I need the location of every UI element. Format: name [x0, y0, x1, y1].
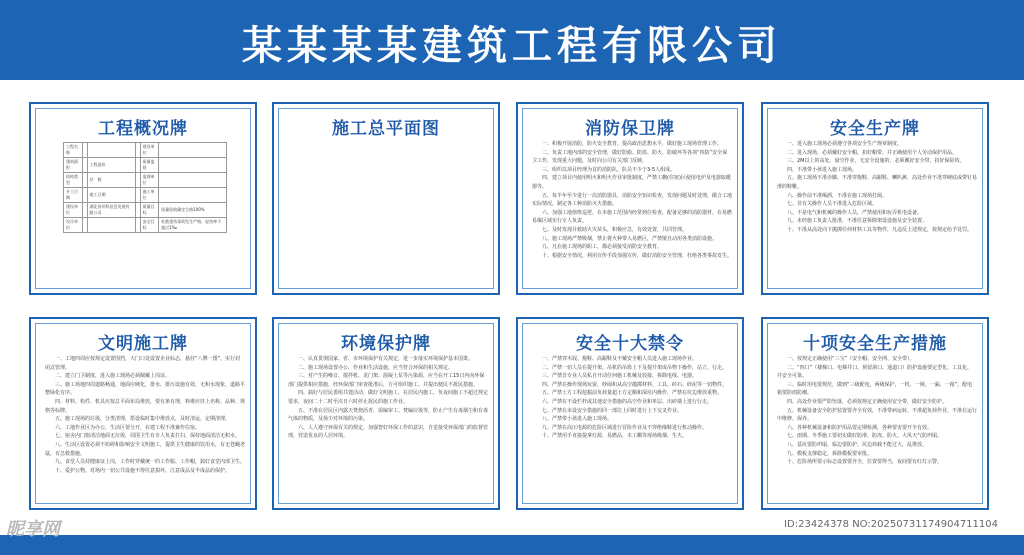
panel-paragraph: 八、施工现场严禁吸烟，禁止将火种带入易燃区，严禁擅自动用各类消防设施。 — [542, 235, 718, 242]
panel-civilized-construction — [29, 317, 257, 510]
panel-paragraph: 二、“四口”（楼梯口、电梯井口、预留洞口、通道口）防护设施要定型化、工具化，并安全可靠。 — [777, 364, 973, 380]
panel-paragraph: 七、非有关操作人员不准进入危险区域。 — [787, 201, 878, 208]
panel-paragraph: 八、生活区设置必须不妨碍和影响安全文明施工，提供卫生健康的饮用水，有无苍蝇老鼠，有急救措施。 — [45, 441, 246, 457]
table-row — [64, 143, 227, 158]
panel-paragraph: 五、不准在居民区内露天焚烧沥青，需编审工、焚编垃圾等，防止产生有毒烟尘和有毒气体的物质，及扬尘对环境的污染。 — [288, 407, 489, 423]
table-cell: 施工单位 — [140, 188, 159, 203]
table-cell: 开工日期 — [64, 188, 83, 203]
panel-paragraph: 四、高处作业要严防坠落，必须按规定正确使用安全带，做好安全防护。 — [787, 398, 948, 405]
table-cell: 工程名称 — [64, 143, 83, 158]
panel-paragraph: 六、工地作业区为办公，生活区要分开，在建工程不准兼作住宿。 — [55, 424, 201, 431]
table-row — [64, 173, 227, 188]
table-row — [64, 218, 227, 233]
panel-body — [532, 140, 732, 260]
panel-paragraph: 三、严禁非专业人员私自开动任何施工机械及驳接、拆除电线、电器。 — [542, 373, 698, 380]
panel-project-overview — [29, 102, 257, 295]
table-cell: 设计单位 — [64, 218, 83, 233]
panel-paragraph: 四、不准带小孩进入施工现场。 — [787, 166, 858, 173]
table-cell: 层 数 — [87, 173, 135, 188]
panel-title: 工程概况牌 — [98, 119, 188, 139]
panel-paragraph: 二、严禁一切人员在提升架、吊机的吊篮上下及提升架或吊物下操作，站立、行走。 — [542, 364, 728, 371]
table-row — [64, 188, 227, 203]
panel-paragraph: 六、人人遵守环保有关的规定，加强智好环保工作的意识，自觉接受环保部门的监督管理，营造优良的人居环境。 — [288, 424, 489, 440]
panel-title: 消防保卫牌 — [585, 119, 675, 139]
panel-paragraph: 七、严禁在未设安全措施的同一部位上同时进行上下交叉作业。 — [542, 407, 683, 414]
panel-paragraph: 一、积极开展消防，防火安全教育，提高政治思想水平，做好施工现场管理工作。 — [542, 141, 723, 147]
table-cell: 建设单位 — [140, 143, 159, 158]
table-cell: 建设单位 — [64, 203, 83, 218]
table-cell: 杜绝重伤事故发生严格，轻伤率不超过1‰ — [159, 218, 227, 233]
panel-paragraph: 二、建立门卫制度，进入施工现场必须佩戴上岗证。 — [55, 373, 171, 380]
header-banner — [0, 0, 1024, 80]
panel-paragraph: 五、施工现场不准赤脚、不准穿拖鞋、高跟鞋、喇叭裤，高处作业不准穿硬底或带钉易滑的鞋靴。 — [777, 175, 978, 190]
panel-ten-safety-measures — [761, 317, 989, 510]
panel-title: 施工总平面图 — [332, 119, 440, 139]
table-cell: 竣工日期 — [87, 188, 135, 203]
panel-title: 安全生产牌 — [830, 119, 920, 139]
panel-paragraph: 四、严禁在操作现场玩耍、吵闹和从高空抛掷材料、工具、砖石、砂泥等一切物件。 — [542, 381, 728, 388]
table-cell — [159, 158, 227, 173]
table-row — [64, 158, 227, 173]
table-cell: 监理单位 — [140, 173, 159, 188]
panel-paragraph: 二、进入现场，必须戴好安全帽，扣好帽带，并正确使用个人劳动保护用品。 — [787, 149, 958, 156]
panel-paragraph: 一、按规定正确使用“三宝”（安全帽、安全网、安全带）。 — [787, 356, 915, 362]
panel-paragraph: 十、爱护公物，对场内一切公共设施不得任意损坏，注意成品及半成品的保护。 — [55, 467, 231, 474]
watermark-id: ID:23424378 NO:20250731174904711104 — [784, 519, 998, 530]
panel-paragraph: 四、建立项目内使用明火和明火作业审批制度，严禁工棚(住宿)区使用电炉及电器取暖器等。 — [532, 175, 731, 190]
panel-body — [777, 355, 977, 467]
panel-body — [532, 355, 732, 441]
company-title: 某某某某建筑工程有限公司 — [242, 23, 782, 69]
panel-site-plan — [272, 102, 500, 295]
panel-paragraph: 六、加强工地值班巡逻，在本施工范围内经常到位检查，配备足够的消防器材，在易燃易爆区域实行专人负责。 — [532, 209, 733, 225]
panel-paragraph: 五、每半年至少进行一次消防器具、消防安全知识检查，发现问题及时处理，做合工地实际情况，制定各工种消防灭火措施。 — [532, 192, 733, 208]
panel-title: 安全十大禁令 — [576, 334, 684, 354]
panel-paragraph: 九、模板支撑稳定，拆除模板要审批。 — [787, 450, 873, 457]
panel-paragraph: 三、2M以上的高处、悬空作业，无安全设施的，必须戴好安全带，扣好保险钩。 — [787, 158, 965, 165]
panel-paragraph: 二、负责工地内部的安全管理，做好防偷、防盗、防火、防破坏等各项“四防”安全保卫工作，发现重大问题，及时向公司有关部门反映。 — [532, 149, 728, 165]
panel-paragraph: 一、工地四周应按规定设置围挡，大门口处设置企业标志，悬挂“八牌一图”，实行封闭式管理。 — [45, 356, 241, 371]
panel-paragraph: 九、严禁在高压电源的危险区域进行冒险作业及不穿绝缘鞋进行机动操作。 — [542, 424, 708, 431]
table-cell — [159, 143, 227, 158]
watermark-logo: 昵享网 — [6, 519, 60, 540]
table-cell: 质量验收确定合格100% — [159, 203, 227, 218]
panel-paragraph: 六、操作前不准喝酒，不准在施工现场打闹。 — [787, 192, 888, 199]
panel-paragraph: 三、组织以项目经理为首的消防队，队员不少于3-5人组成。 — [542, 166, 676, 173]
project-info-table — [63, 142, 227, 233]
table-cell — [159, 188, 227, 203]
table-cell: 结构类型 — [64, 173, 83, 188]
panel-body — [45, 355, 245, 475]
panel-paragraph: 三、施工场地四周道路畅通，地面应硬化，排水、排污设施有效，无积水现象，道路平整绿化有序。 — [45, 381, 246, 397]
panel-title: 环境保护牌 — [341, 334, 431, 354]
panel-paragraph: 十、不准从高处向下抛掷任何材料工具等物件，凡违反上述规定，按规定给予处罚。 — [787, 226, 973, 233]
panel-body — [777, 140, 977, 235]
panel-body — [288, 355, 488, 441]
table-cell: 质量监督 — [140, 158, 159, 173]
panel-title: 十项安全生产措施 — [803, 334, 947, 354]
panel-paragraph: 八、严禁带小孩进入施工现场。 — [542, 416, 613, 423]
board-area — [0, 80, 1024, 535]
panel-paragraph: 一、进入施工现场必须遵守各项安全生产规章制度。 — [787, 141, 903, 147]
table-cell — [87, 218, 135, 233]
footer-bar — [0, 535, 1024, 555]
panel-fire-security — [516, 102, 744, 295]
table-cell: 工程造价 — [87, 158, 135, 173]
panel-paragraph: 二、施工现场设置办公、作业和生活设施，应当符合环保的相关规定。 — [298, 364, 454, 371]
panel-paragraph: 十、根据安全情况，利用宣传手段加强宣传，做好消防安全管理，杜绝各类事故发生。 — [542, 252, 733, 259]
panel-title: 文明施工牌 — [98, 334, 188, 354]
panel-paragraph: 九、凡在施工现场的职工，都必须接受消防安全教育。 — [542, 244, 663, 251]
panel-paragraph: 八、基坑要防坍塌，临边要防护，坑边荷载不能过大，乱堆放。 — [787, 441, 928, 448]
panel-paragraph: 三、临时用电要规范，做到“三级配电，两级保护，一机、一闸、一漏、一箱”，配电箱要防雨防潮。 — [777, 381, 973, 397]
panel-paragraph: 六、各种机械设备和防护用品要定期检测，各种要害要开全有效。 — [787, 424, 933, 431]
panel-paragraph: 八、不是电气和机械的操作人员，严禁使用和玩弄机电设备。 — [787, 209, 923, 216]
table-cell — [87, 143, 135, 158]
panel-environment-protection — [272, 317, 500, 510]
panel-paragraph: 一、认真贯彻国家、省、市环境保护有关规定，进一步落实环境保护基本国策。 — [298, 356, 474, 362]
panel-paragraph: 五、机械设备安全防护装置要齐全有效，不准带病运转，不准超负荷作业，不准在运行中维修、保养。 — [777, 407, 978, 423]
panel-paragraph: 九、未经施工负责人批准，不准任意拆除架设设施及安全装置。 — [787, 218, 928, 225]
panel-paragraph: 七、雨期、冬季施工要切实做好防滑、防冻、防火、大风天气防坍塌。 — [787, 433, 943, 440]
panel-paragraph: 六、严禁在不设栏杆或其他安全措施的高空作业和单层、出砖墙上进行行走。 — [542, 398, 713, 405]
panel-paragraph: 五、施工现场的垃圾，分类清理，搭设临时集中堆放点，及时清运，定期清理。 — [55, 416, 231, 423]
table-cell: 安全目标 — [140, 218, 159, 233]
panel-safety-production — [761, 102, 989, 295]
table-row — [64, 203, 227, 218]
panel-paragraph: 五、严禁土方工程挖掘前负荷量超土方定额和深坑内操作，严禁在坑边堆放重物。 — [542, 390, 723, 397]
panel-paragraph: 四、材料、构件、机具应按总平面布局堆放，要有条有理，料堆应挂上名称、品种、规格等标牌。 — [45, 398, 246, 414]
table-cell: 建筑面积 — [64, 158, 83, 173]
panel-ten-prohibitions — [516, 317, 744, 510]
panel-paragraph: 九、食堂人员持健康证上岗，工作时穿戴统一的工作服、工作帽，搞好食堂内部卫生。 — [55, 459, 246, 466]
panel-paragraph: 三、对产生的噪音、搅拌机、龙门架、混凝土泵等污染源，应当在开工15日内向环保部门提供相应措施，经环保部门审查批准后，方可组织施工，并提出便民不扰民措施。 — [288, 373, 485, 388]
panel-paragraph: 四、搞好与居民委组共建活动，做好文明施工，在居民内施工，负夜间施工不超过规定要求，夜间二十二时至次日六时停止扰民的施工作业。 — [288, 390, 489, 405]
panel-paragraph: 一、严禁穿木屐、拖鞋、高跟鞋及不戴安全帽人员进入施工现场作业。 — [542, 356, 698, 362]
table-cell — [159, 173, 227, 188]
table-cell: 湖北省环科信息发展有限公司 — [87, 203, 135, 218]
panel-paragraph: 十、严禁用手直接提拿灯源，易燃品，木工棚等现场吸烟，生火。 — [542, 433, 688, 440]
panel-paragraph: 七、宿舍内门窗清洁地面无垃圾，周围卫生有专人负责打扫，保持地面清洁无积水。 — [55, 433, 241, 440]
table-cell: 质量目标 — [140, 203, 159, 218]
panel-paragraph: 十、危险场所要示标志设置要齐全，位置要得当，夜间要有红灯示警。 — [787, 459, 943, 466]
panel-paragraph: 七、及时发现并救助火灾苗头，积极应急，有效处置，共同管理。 — [542, 226, 688, 233]
